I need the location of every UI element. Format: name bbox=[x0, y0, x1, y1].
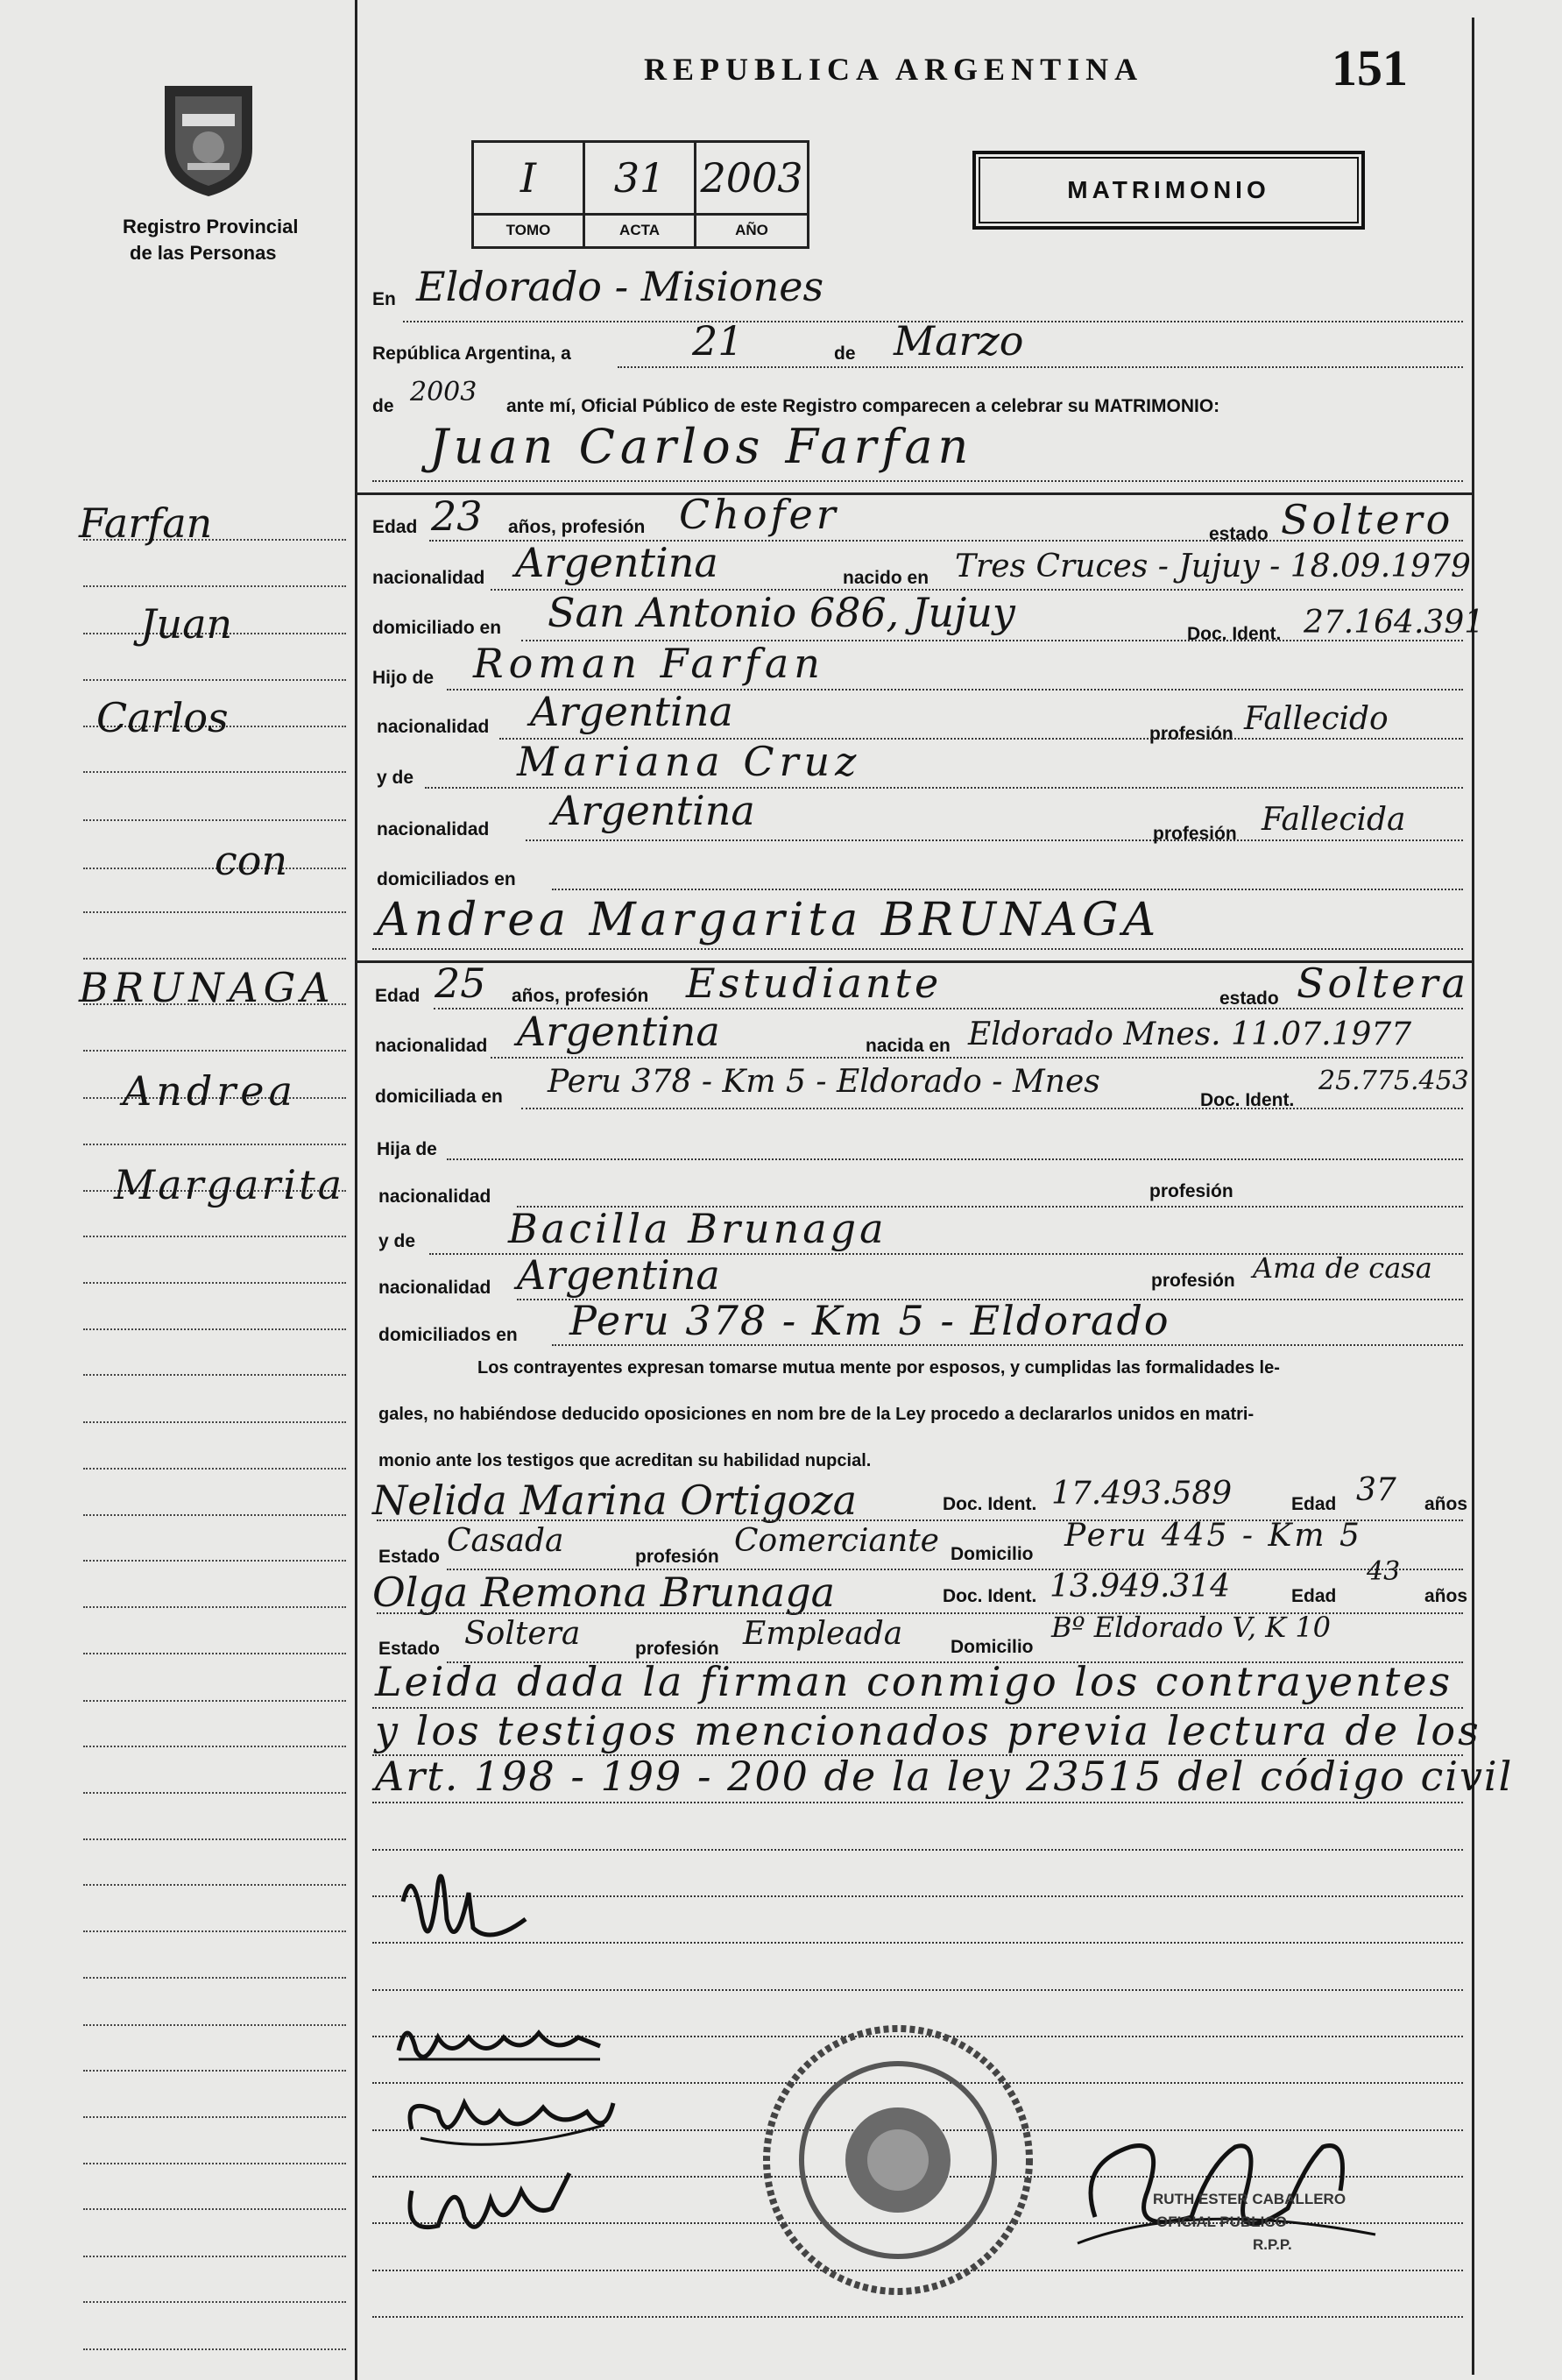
groom-hijo-label: Hijo de bbox=[372, 668, 435, 688]
bride-madre-prof: Ama de casa bbox=[1253, 1251, 1432, 1285]
bride-madre-nac: Argentina bbox=[517, 1251, 720, 1299]
bride-profesion: Estudiante bbox=[686, 960, 943, 1007]
groom-full-name: Juan Carlos Farfan bbox=[429, 419, 974, 474]
act-type-label: MATRIMONIO bbox=[1067, 176, 1270, 203]
bride-estado: Soltera bbox=[1297, 960, 1470, 1007]
groom-nac-label: nacionalidad bbox=[372, 568, 485, 588]
witness1-dom-label: Domicilio bbox=[951, 1544, 1034, 1564]
groom-doc-label: Doc. Ident. bbox=[1187, 624, 1282, 644]
tomo-value: I bbox=[474, 143, 585, 213]
groom-dom-label: domiciliado en bbox=[372, 618, 502, 638]
groom-padre: Roman Farfan bbox=[473, 640, 825, 687]
witness1-anios-label: años bbox=[1424, 1494, 1468, 1514]
witness2-domicilio: Bº Eldorado V, K 10 bbox=[1051, 1611, 1332, 1644]
margin-name-groom-1: Juan bbox=[140, 600, 233, 648]
groom-madre-nac: Argentina bbox=[552, 787, 755, 834]
intro-statement: ante mí, Oficial Público de este Registro comparecen a celebrar su MATRIMONIO: bbox=[506, 396, 1220, 416]
bride-padres-dom-label: domiciliados en bbox=[378, 1325, 518, 1345]
margin-con: con bbox=[215, 837, 288, 884]
witness1-domicilio: Peru 445 - Km 5 bbox=[1064, 1518, 1362, 1554]
witness1-estado-label: Estado bbox=[378, 1547, 441, 1567]
witness2-doc: 13.949.314 bbox=[1050, 1569, 1231, 1604]
margin-name-groom-2: Carlos bbox=[96, 694, 229, 741]
stamp-line-2: OFICIAL PUBLICO bbox=[1156, 2214, 1287, 2230]
bride-edad: 25 bbox=[435, 960, 486, 1007]
bride-padres-dom: Peru 378 - Km 5 - Eldorado bbox=[569, 1297, 1170, 1344]
margin-name-bride-2: Margarita bbox=[114, 1161, 344, 1208]
groom-madre-nac-label: nacionalidad bbox=[377, 819, 490, 839]
witness2-doc-label: Doc. Ident. bbox=[943, 1586, 1037, 1606]
bride-domicilio: Peru 378 - Km 5 - Eldorado - Mnes bbox=[548, 1064, 1100, 1100]
witness2-dom-label: Domicilio bbox=[951, 1637, 1034, 1657]
witness1-edad-label: Edad bbox=[1291, 1494, 1337, 1514]
groom-padre-nac-label: nacionalidad bbox=[377, 717, 490, 737]
witness2-prof-label: profesión bbox=[635, 1639, 719, 1659]
witness2-profesion: Empleada bbox=[743, 1616, 903, 1652]
year-value: 2003 bbox=[410, 377, 477, 407]
witness1-estado: Casada bbox=[447, 1523, 564, 1559]
witness2-estado-label: Estado bbox=[378, 1639, 441, 1659]
witness2-estado: Soltera bbox=[464, 1616, 581, 1652]
witness1-name: Nelida Marina Ortigoza bbox=[372, 1477, 857, 1524]
closing-line-2: y los testigos mencionados previa lectura de los bbox=[375, 1707, 1481, 1754]
margin-name-bride-1: Andrea bbox=[123, 1067, 297, 1115]
groom-yde-label: y de bbox=[377, 768, 414, 788]
bride-doc: 25.775.453 bbox=[1318, 1066, 1469, 1096]
groom-edad-label: Edad bbox=[372, 517, 418, 537]
groom-nacionalidad: Argentina bbox=[515, 539, 718, 586]
bride-full-name: Andrea Margarita BRUNAGA bbox=[377, 894, 1161, 946]
page-number: 151 bbox=[1332, 39, 1408, 96]
place-value: Eldorado - Misiones bbox=[416, 263, 824, 310]
act-type-box bbox=[972, 151, 1365, 230]
bride-estado-label: estado bbox=[1219, 988, 1279, 1009]
margin-surname-groom: Farfan bbox=[79, 499, 213, 547]
bride-padre-prof-label: profesión bbox=[1149, 1181, 1233, 1201]
bride-nacida-en: Eldorado Mnes. 11.07.1977 bbox=[968, 1016, 1412, 1052]
signature-groom bbox=[385, 1849, 561, 1980]
witness2-anios-label: años bbox=[1424, 1586, 1468, 1606]
groom-domicilio: San Antonio 686, Jujuy bbox=[548, 589, 1015, 636]
groom-madre: Mariana Cruz bbox=[517, 738, 862, 785]
closing-line-1: Leida dada la firman conmigo los contrayentes bbox=[375, 1658, 1453, 1705]
declaration-line-2: gales, no habiéndose deducido oposiciones en nom bre de la Ley procedo a declararlos unidos en matri- bbox=[378, 1405, 1255, 1424]
groom-section-divider bbox=[355, 492, 1472, 495]
groom-profesion: Chofer bbox=[679, 491, 839, 538]
register-reference-box bbox=[471, 140, 809, 249]
en-label: En bbox=[372, 289, 396, 309]
groom-padres-dom-label: domiciliados en bbox=[377, 869, 516, 889]
official-stamp-seal bbox=[753, 2015, 1043, 2305]
witness1-doc-label: Doc. Ident. bbox=[943, 1494, 1037, 1514]
groom-madre-prof: Fallecida bbox=[1262, 802, 1406, 838]
bride-madre: Bacilla Brunaga bbox=[508, 1205, 887, 1252]
bride-edad-label: Edad bbox=[375, 986, 421, 1006]
groom-padre-prof-label: profesión bbox=[1149, 724, 1233, 744]
stamp-line-1: RUTH ESTER CABALLERO bbox=[1153, 2191, 1346, 2207]
bride-hija-label: Hija de bbox=[377, 1139, 437, 1159]
bride-doc-label: Doc. Ident. bbox=[1200, 1090, 1295, 1110]
right-border bbox=[1472, 18, 1474, 2375]
left-margin-border bbox=[355, 0, 357, 2380]
witness1-profesion: Comerciante bbox=[734, 1523, 939, 1559]
acta-label: ACTA bbox=[585, 216, 696, 249]
signature-witness1 bbox=[394, 2077, 622, 2164]
registry-seal-icon bbox=[156, 79, 261, 202]
groom-nacido-label: nacido en bbox=[843, 568, 929, 588]
year-prefix-label: de bbox=[372, 396, 394, 416]
declaration-line-3: monio ante los testigos que acreditan su habilidad nupcial. bbox=[378, 1451, 872, 1470]
bride-yde-label: y de bbox=[378, 1231, 416, 1251]
anio-label: AÑO bbox=[735, 222, 768, 238]
groom-estado-label: estado bbox=[1209, 524, 1269, 544]
groom-nacido-en: Tres Cruces - Jujuy - 18.09.1979 bbox=[955, 549, 1471, 584]
witness1-prof-label: profesión bbox=[635, 1547, 719, 1567]
margin-surname-bride: BRUNAGA bbox=[79, 964, 336, 1011]
witness2-name: Olga Remona Brunaga bbox=[372, 1569, 836, 1616]
witness1-edad: 37 bbox=[1356, 1472, 1396, 1508]
acta-value: 31 bbox=[585, 143, 696, 213]
witness1-doc: 17.493.589 bbox=[1051, 1476, 1233, 1512]
republica-label: República Argentina, a bbox=[372, 344, 571, 364]
stamp-line-3: R.P.P. bbox=[1253, 2236, 1292, 2253]
signature-bride bbox=[390, 2007, 618, 2077]
day-value: 21 bbox=[692, 317, 744, 365]
month-value: Marzo bbox=[894, 317, 1024, 365]
tomo-label: TOMO bbox=[474, 216, 585, 249]
bride-madre-nac-label: nacionalidad bbox=[378, 1278, 491, 1298]
de-label-1: de bbox=[834, 344, 856, 364]
groom-estado: Soltero bbox=[1281, 496, 1454, 543]
bride-padre-nac-label: nacionalidad bbox=[378, 1186, 491, 1207]
bride-nac-label: nacionalidad bbox=[375, 1036, 488, 1056]
witness2-edad: 43 bbox=[1367, 1556, 1401, 1587]
groom-edad: 23 bbox=[431, 492, 483, 540]
bride-anios-prof-label: años, profesión bbox=[512, 986, 649, 1006]
registry-name-line2: de las Personas bbox=[130, 242, 277, 264]
bride-madre-prof-label: profesión bbox=[1151, 1271, 1235, 1291]
bride-nacionalidad: Argentina bbox=[517, 1008, 720, 1055]
groom-madre-prof-label: profesión bbox=[1153, 824, 1237, 844]
country-title: REPUBLICA ARGENTINA bbox=[644, 52, 1144, 87]
groom-padre-nac: Argentina bbox=[530, 688, 733, 735]
bride-dom-label: domiciliada en bbox=[375, 1087, 503, 1107]
closing-line-3: Art. 198 - 199 - 200 de la ley 23515 del código civil bbox=[375, 1753, 1514, 1800]
registry-name-line1: Registro Provincial bbox=[123, 216, 299, 237]
anio-value: 2003 bbox=[700, 154, 803, 202]
groom-anios-prof-label: años, profesión bbox=[508, 517, 646, 537]
witness2-edad-label: Edad bbox=[1291, 1586, 1337, 1606]
signature-witness2 bbox=[394, 2156, 587, 2252]
bride-nacida-label: nacida en bbox=[866, 1036, 951, 1056]
groom-padre-prof: Fallecido bbox=[1244, 701, 1389, 737]
groom-doc: 27.164.391 bbox=[1304, 605, 1485, 641]
declaration-line-1: Los contrayentes expresan tomarse mutua mente por esposos, y cumplidas las formalidades le- bbox=[477, 1358, 1280, 1378]
